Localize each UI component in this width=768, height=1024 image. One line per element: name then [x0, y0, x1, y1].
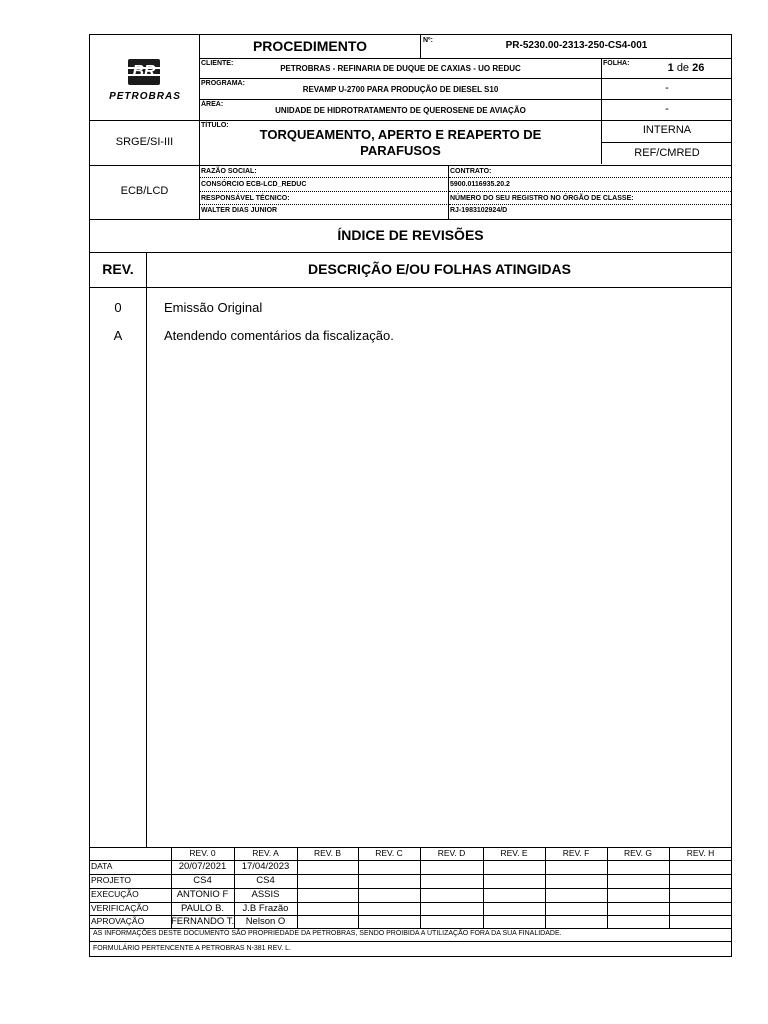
signoff-cell: PAULO B.: [180, 903, 225, 914]
grid-line: [601, 142, 732, 143]
contrato-value: 5900.0116935.20.2: [450, 181, 510, 188]
signoff-cell: Nelson O: [245, 916, 286, 927]
revision-code: A: [113, 328, 123, 343]
signoff-row-label: PROJETO: [91, 875, 131, 885]
razao-label: RAZÃO SOCIAL:: [201, 168, 257, 175]
revision-description: Emissão Original: [164, 300, 263, 315]
client-label: CLIENTE:: [201, 60, 234, 67]
grid-line: [448, 165, 449, 219]
grid-line: [607, 847, 608, 928]
dotted-line: [449, 204, 731, 205]
registro-value: RJ-1983102924/D: [450, 207, 508, 214]
grid-line: [483, 847, 484, 928]
area-label: ÁREA:: [201, 101, 224, 108]
client-value: PETROBRAS - REFINARIA DE DUQUE DE CAXIAS - UO REDUC: [280, 64, 521, 73]
revision-description: Atendendo comentários da fiscalização.: [164, 328, 394, 343]
br-logo-icon: [128, 59, 160, 85]
grid-line: [89, 219, 732, 220]
grid-line: [146, 252, 147, 847]
resp-label: RESPONSÁVEL TÉCNICO:: [201, 195, 290, 202]
dotted-line: [200, 204, 447, 205]
dotted-line: [200, 191, 447, 192]
logo-br-text: BR: [132, 63, 156, 80]
ref-code: REF/CMRED: [634, 147, 700, 159]
grid-line: [358, 847, 359, 928]
razao-value: CONSÓRCIO ECB-LCD_REDUC: [201, 181, 307, 188]
signoff-row-label: DATA: [91, 861, 113, 871]
grid-line: [297, 847, 298, 928]
signoff-column-header: REV. B: [313, 848, 342, 858]
signoff-column-header: REV. E: [500, 848, 528, 858]
col-desc-header: DESCRIÇÃO E/OU FOLHAS ATINGIDAS: [308, 261, 571, 277]
grid-line: [199, 99, 732, 100]
col-rev-header: REV.: [102, 261, 134, 277]
area-value: UNIDADE DE HIDROTRATAMENTO DE QUEROSENE DE AVIAÇÃO: [275, 106, 526, 115]
signoff-row-label: VERIFICAÇÃO: [91, 903, 149, 913]
folha-value: [640, 62, 732, 74]
signoff-row-label: APROVAÇÃO: [91, 916, 145, 926]
contrato-label: CONTRATO:: [450, 168, 492, 175]
form-notice: FORMULÁRIO PERTENCENTE A PETROBRAS N-381 REV. L.: [93, 945, 291, 952]
dotted-line: [449, 177, 731, 178]
signoff-cell: ANTONIO F: [176, 889, 229, 900]
signoff-column-header: REV. H: [686, 848, 715, 858]
registro-label: NÚMERO DO SEU REGISTRO NO ÓRGÃO DE CLASSE:: [450, 195, 634, 202]
grid-line: [89, 928, 732, 929]
revisions-heading: ÍNDICE DE REVISÕES: [337, 227, 484, 243]
signoff-column-header: REV. C: [375, 848, 403, 858]
signoff-cell: FERNANDO T.: [171, 916, 235, 927]
folha-of: de: [676, 62, 690, 74]
signoff-column-header: REV. 0: [189, 848, 216, 858]
program-dash: -: [665, 82, 669, 94]
logo-wordmark: PETROBRAS: [109, 91, 181, 102]
signoff-column-header: REV. F: [562, 848, 590, 858]
title-line-1: TORQUEAMENTO, APERTO E REAPERTO DE: [259, 127, 542, 142]
grid-line: [199, 78, 732, 79]
petrobras-logo: [104, 55, 186, 105]
signoff-column-header: REV. D: [437, 848, 466, 858]
program-label: PROGRAMA:: [201, 80, 245, 87]
signoff-cell: CS4: [256, 875, 275, 886]
dept-ecb: ECB/LCD: [120, 185, 169, 197]
signoff-cell: 20/07/2021: [178, 861, 227, 872]
doc-number: PR-5230.00-2313-250-CS4-001: [505, 40, 648, 51]
signoff-cell: J.B Frazão: [242, 903, 289, 914]
dotted-line: [449, 191, 731, 192]
signoff-cell: 17/04/2023: [241, 861, 290, 872]
grid-line: [89, 120, 732, 121]
resp-value: WALTER DIAS JUNIOR: [201, 207, 278, 214]
grid-line: [89, 165, 732, 166]
property-notice: AS INFORMAÇÕES DESTE DOCUMENTO SÃO PROPRIEDADE DA PETROBRAS, SENDO PROIBIDA A UTILIZAÇÃO FORA DA SUA FINALIDADE.: [93, 930, 562, 937]
signoff-column-header: REV. G: [623, 848, 653, 858]
signoff-cell: CS4: [193, 875, 212, 886]
classification: INTERNA: [642, 124, 692, 136]
grid-line: [199, 58, 732, 59]
signoff-column-header: REV. A: [252, 848, 279, 858]
grid-line: [89, 941, 732, 942]
folha-current: 1: [667, 62, 674, 74]
dotted-line: [200, 177, 447, 178]
folha-total: 26: [692, 62, 705, 74]
page-frame: [89, 34, 732, 957]
grid-line: [545, 847, 546, 928]
title-line-2: PARAFUSOS: [360, 143, 441, 158]
grid-line: [420, 847, 421, 928]
doc-type: PROCEDIMENTO: [252, 38, 368, 54]
program-value: REVAMP U-2700 PARA PRODUÇÃO DE DIESEL S10: [302, 85, 499, 94]
signoff-row-label: EXECUÇÃO: [91, 889, 139, 899]
grid-line: [89, 252, 732, 253]
title-label: TÍTULO:: [201, 122, 229, 129]
revision-code: 0: [114, 300, 122, 315]
dept-srge: SRGE/SI-III: [115, 136, 174, 148]
grid-line: [89, 287, 732, 288]
area-dash: -: [665, 103, 669, 115]
signoff-cell: ASSIS: [251, 889, 280, 900]
grid-line: [669, 847, 670, 928]
number-label: Nº:: [423, 37, 433, 44]
folha-label: FOLHA:: [603, 60, 630, 67]
